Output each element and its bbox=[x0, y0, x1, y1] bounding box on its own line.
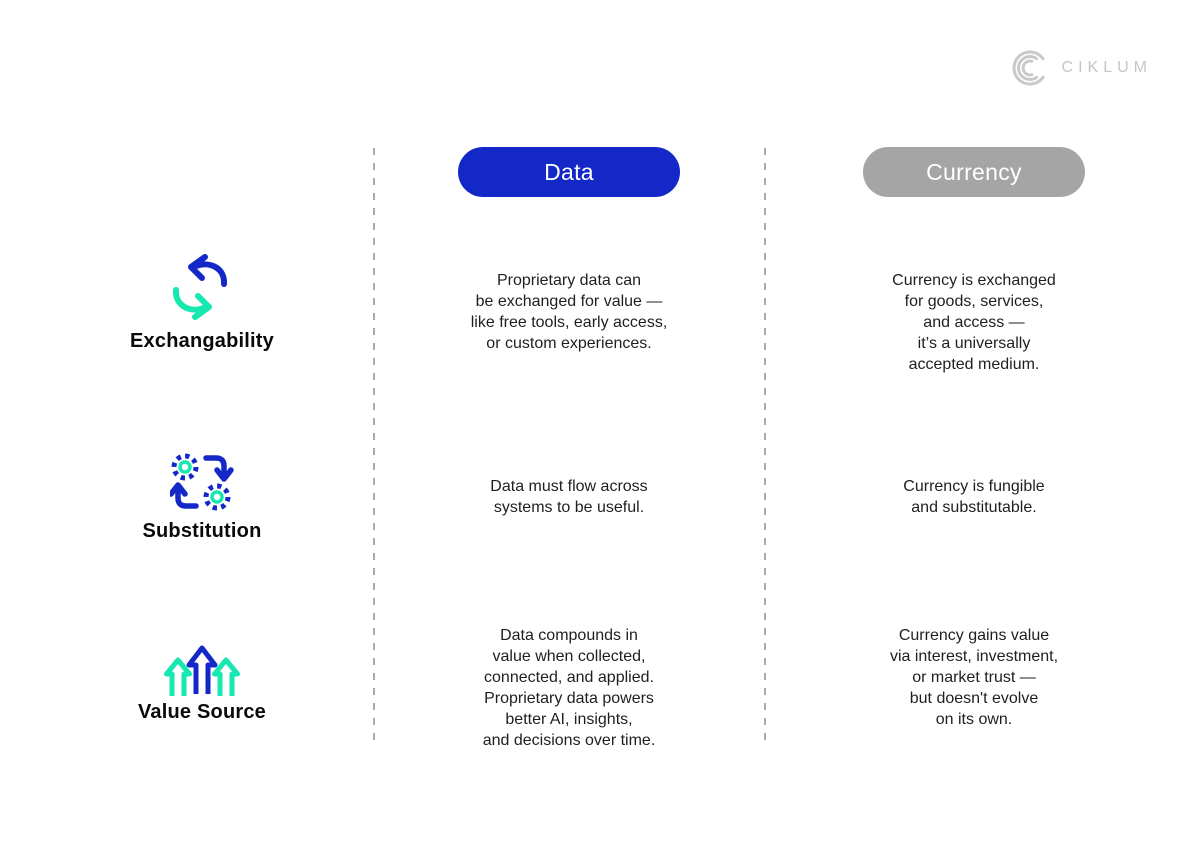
row-label-substitution: Substitution bbox=[142, 520, 262, 542]
column-header-currency-label: Currency bbox=[926, 158, 1022, 185]
row-label-exchangability: Exchangability bbox=[130, 330, 274, 352]
ciklum-mark-icon bbox=[1010, 48, 1050, 88]
row-label-value-source: Value Source bbox=[137, 701, 266, 723]
brand-logo bbox=[1010, 48, 1152, 88]
cell-substitution-data: Data must flow across systems to be useful. bbox=[490, 478, 648, 516]
column-divider-left bbox=[373, 148, 375, 745]
column-header-data bbox=[458, 147, 680, 197]
column-header-data-label: Data bbox=[544, 158, 594, 185]
column-divider-right bbox=[764, 148, 766, 745]
swap-arrows-icon bbox=[168, 254, 232, 325]
cell-value-source-data: Data compounds in value when collected, connected, and applied. Proprietary data powers better AI, insights, and decisions over time. bbox=[482, 627, 656, 749]
cell-substitution-currency: Currency is fungible and substitutable. bbox=[903, 478, 1045, 516]
cell-exchangability-data: Proprietary data can be exchanged for value — like free tools, early access, or custom experiences. bbox=[470, 272, 668, 352]
cell-exchangability-currency: Currency is exchanged for goods, services, and access — it’s a universally accepted medium. bbox=[892, 272, 1056, 373]
growth-arrows-icon bbox=[164, 644, 240, 703]
brand-name: CIKLUM bbox=[1061, 59, 1152, 76]
column-header-currency bbox=[863, 147, 1085, 197]
gears-cycle-icon bbox=[170, 452, 234, 519]
cell-value-source-currency: Currency gains value via interest, investment, or market trust — but doesn't evolve on its own. bbox=[889, 627, 1059, 728]
